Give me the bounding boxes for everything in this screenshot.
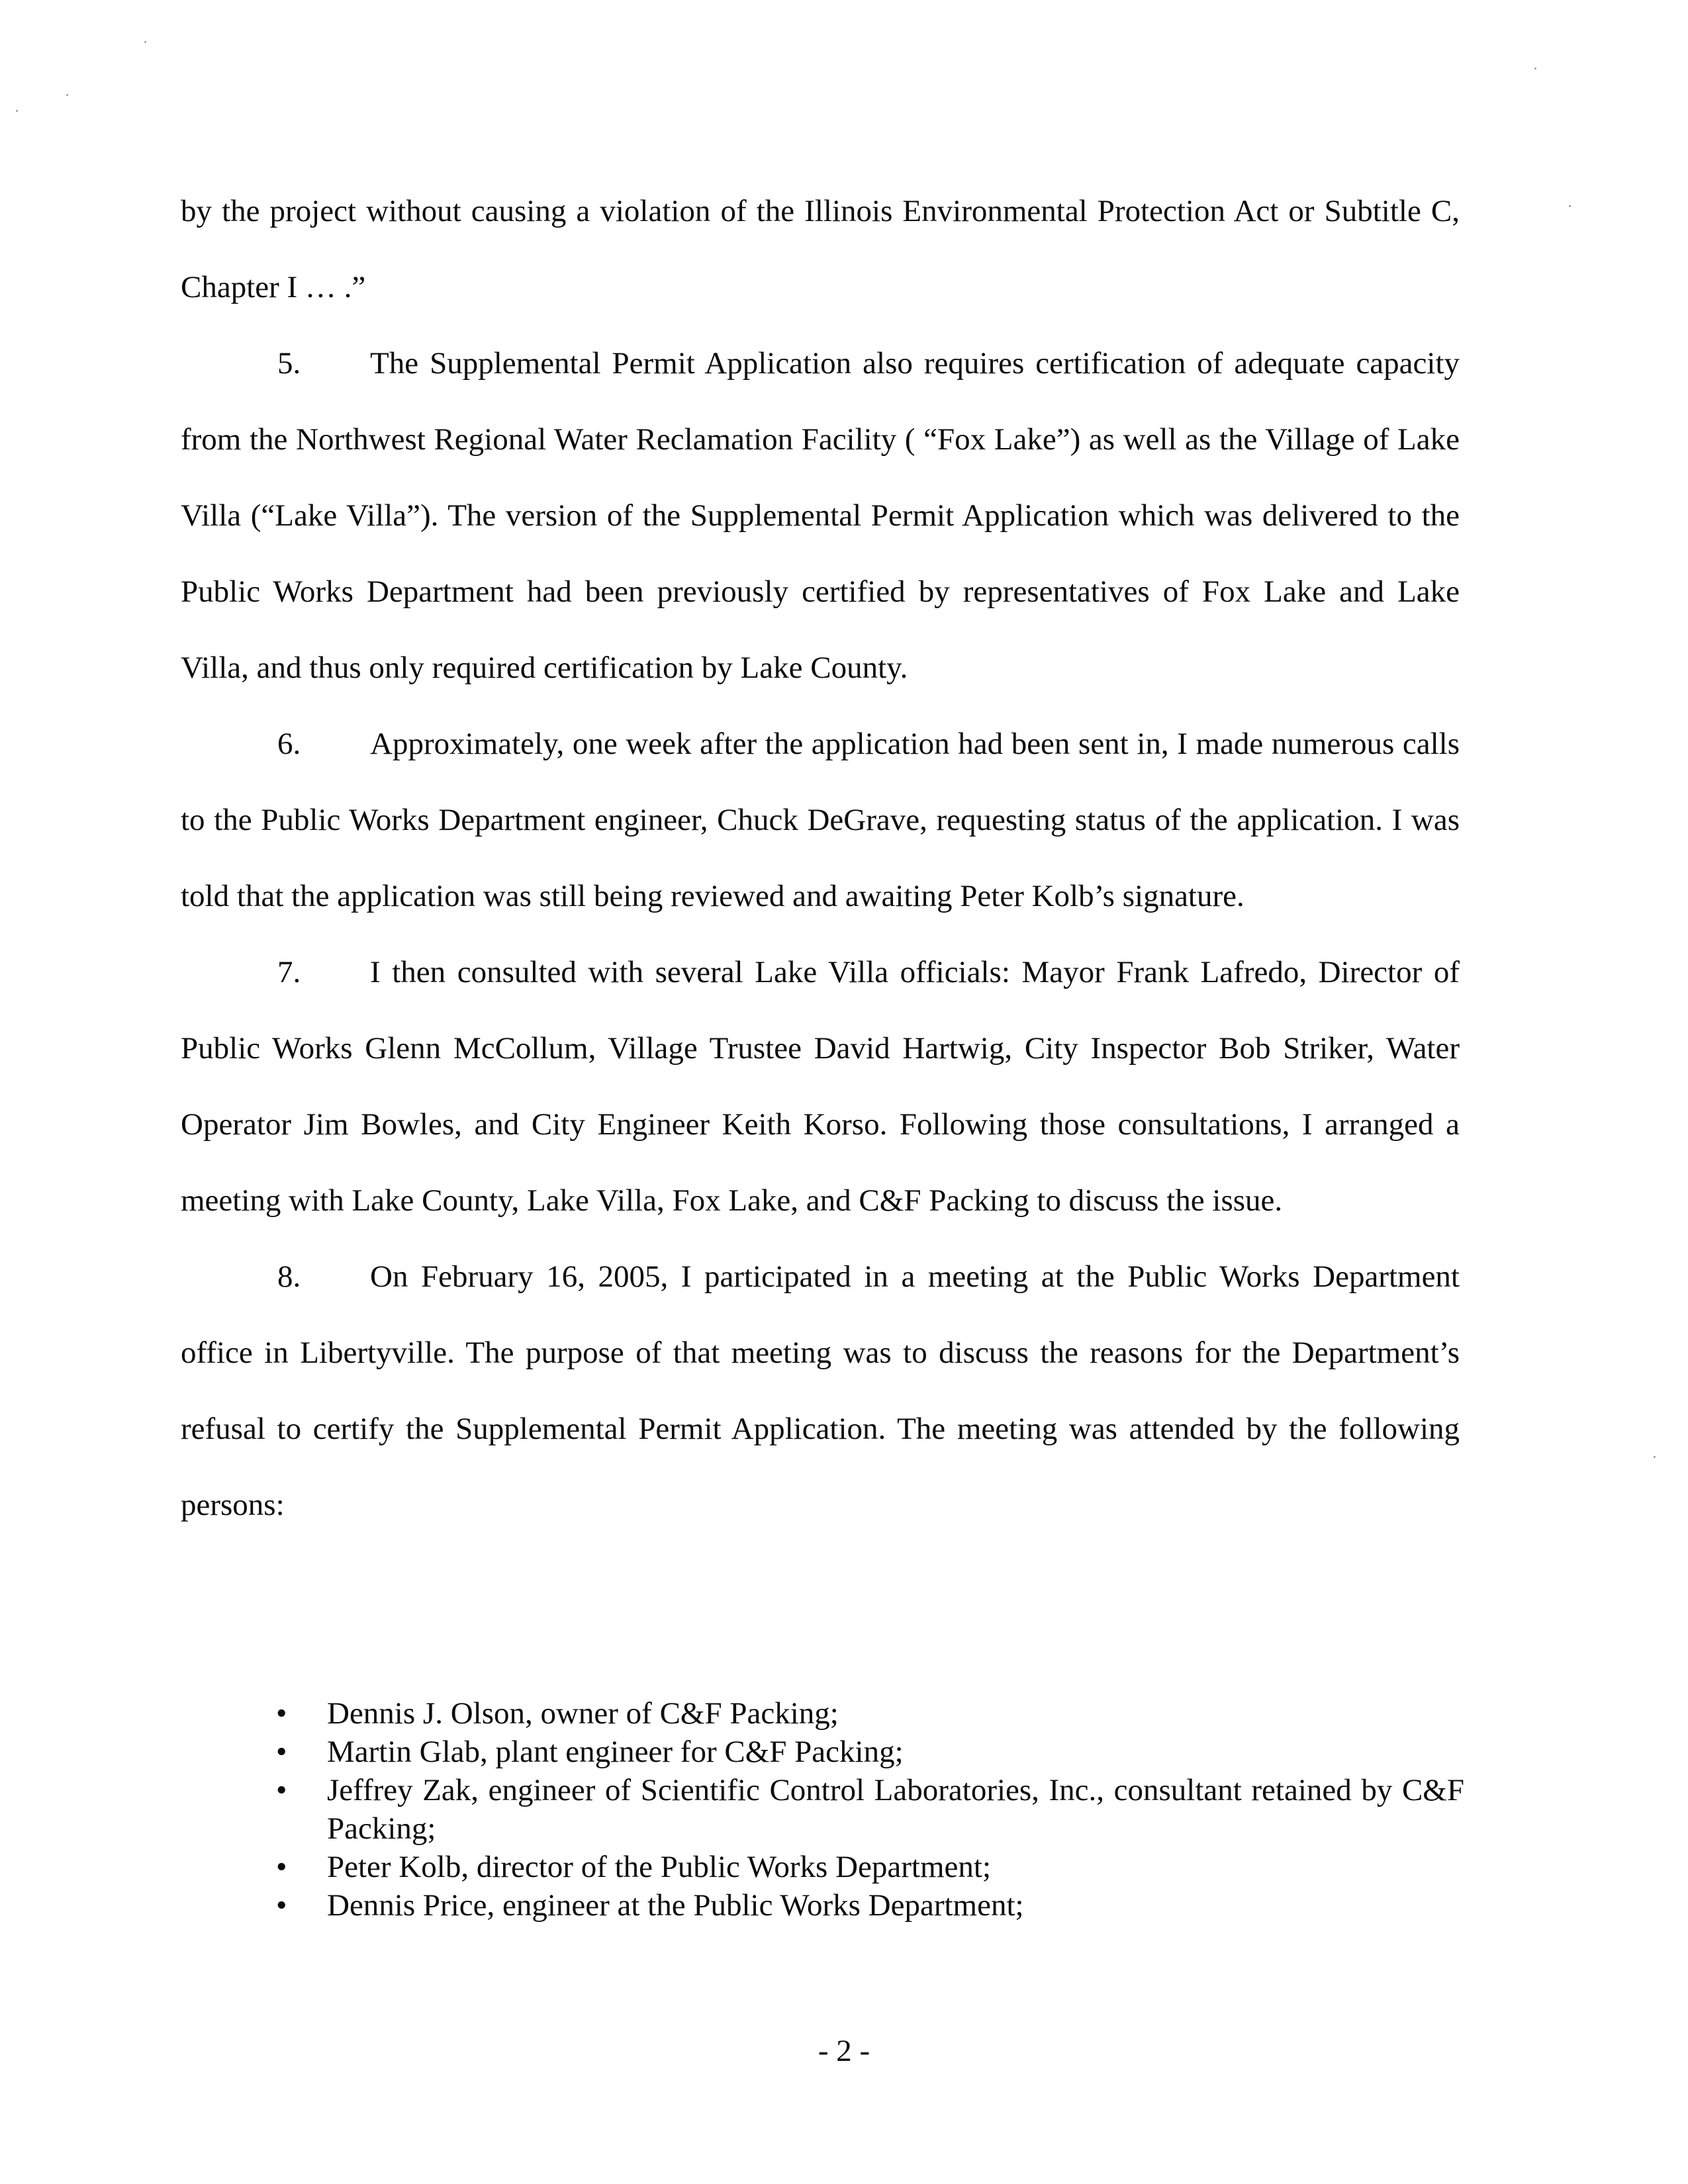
- paragraph-text: Approximately, one week after the application had been sent in, I made numerous calls to the Public Works Department engineer, Chuck DeGrave, requesting status of the application. I was told that the application was still being reviewed and awaiting Peter Kolb’s signature.: [181, 727, 1460, 913]
- bullet-icon: •: [276, 1773, 287, 1807]
- attendee-list-item: [273, 1771, 1464, 1848]
- bullet-icon: •: [276, 1696, 287, 1731]
- scan-speck: [66, 94, 68, 96]
- attendee-list: [273, 1694, 1464, 1925]
- attendee-list-item: [273, 1848, 1464, 1886]
- paragraph-number: 7.: [277, 955, 301, 989]
- paragraph-7: [181, 934, 1460, 1239]
- scan-speck: [144, 41, 146, 43]
- scan-speck: [1534, 68, 1536, 69]
- attendee-text: Martin Glab, plant engineer for C&F Packing;: [327, 1735, 904, 1769]
- paragraph-6: [181, 706, 1460, 934]
- attendee-list-item: [273, 1733, 1464, 1771]
- continuation-paragraph: by the project without causing a violation of the Illinois Environmental Protection Act or Subtitle C, Chapter I … .”: [181, 194, 1460, 304]
- paragraph-text: The Supplemental Permit Application also requires certification of adequate capacity from the Northwest Regional Water Reclamation Facility ( “Fox Lake”) as well as the Village of Lake Villa (“Lake Villa”). The version of the Supplemental Permit Application which was delivered to the Public Works Department had been previously certified by representatives of Fox Lake and Lake Villa, and thus only required certification by Lake County.: [181, 346, 1460, 685]
- bullet-icon: •: [276, 1888, 287, 1923]
- attendee-text: Dennis Price, engineer at the Public Works Department;: [327, 1888, 1024, 1923]
- paragraph-8: [181, 1239, 1460, 1543]
- paragraph-text: I then consulted with several Lake Villa officials: Mayor Frank Lafredo, Director of Public Works Glenn McCollum, Village Trustee David Hartwig, City Inspector Bob Striker, Water Operator Jim Bowles, and City Engineer Keith Korso. Following those consultations, I arranged a meeting with Lake County, Lake Villa, Fox Lake, and C&F Packing to discuss the issue.: [181, 955, 1460, 1218]
- attendee-list-item: [273, 1886, 1464, 1925]
- paragraph-number: 5.: [277, 346, 301, 381]
- document-body: [181, 173, 1460, 1543]
- attendee-text: Jeffrey Zak, engineer of Scientific Control Laboratories, Inc., consultant retained by C&F Packing;: [327, 1773, 1464, 1846]
- paragraph-text: On February 16, 2005, I participated in a meeting at the Public Works Department office in Libertyville. The purpose of that meeting was to discuss the reasons for the Department’s refusal to certify the Supplemental Permit Application. The meeting was attended by the following persons:: [181, 1259, 1460, 1522]
- scan-speck: [1654, 1456, 1656, 1458]
- paragraph-number: 6.: [277, 727, 301, 761]
- attendee-text: Dennis J. Olson, owner of C&F Packing;: [327, 1696, 839, 1731]
- paragraph-5: [181, 326, 1460, 706]
- attendee-text: Peter Kolb, director of the Public Works Department;: [327, 1850, 991, 1884]
- paragraph-number: 8.: [277, 1259, 301, 1294]
- scan-speck: [16, 110, 18, 112]
- bullet-icon: •: [276, 1735, 287, 1769]
- scan-speck: [1569, 205, 1571, 207]
- attendee-list-item: [273, 1694, 1464, 1733]
- bullet-icon: •: [276, 1850, 287, 1884]
- page-number: - 2 -: [818, 2034, 870, 2068]
